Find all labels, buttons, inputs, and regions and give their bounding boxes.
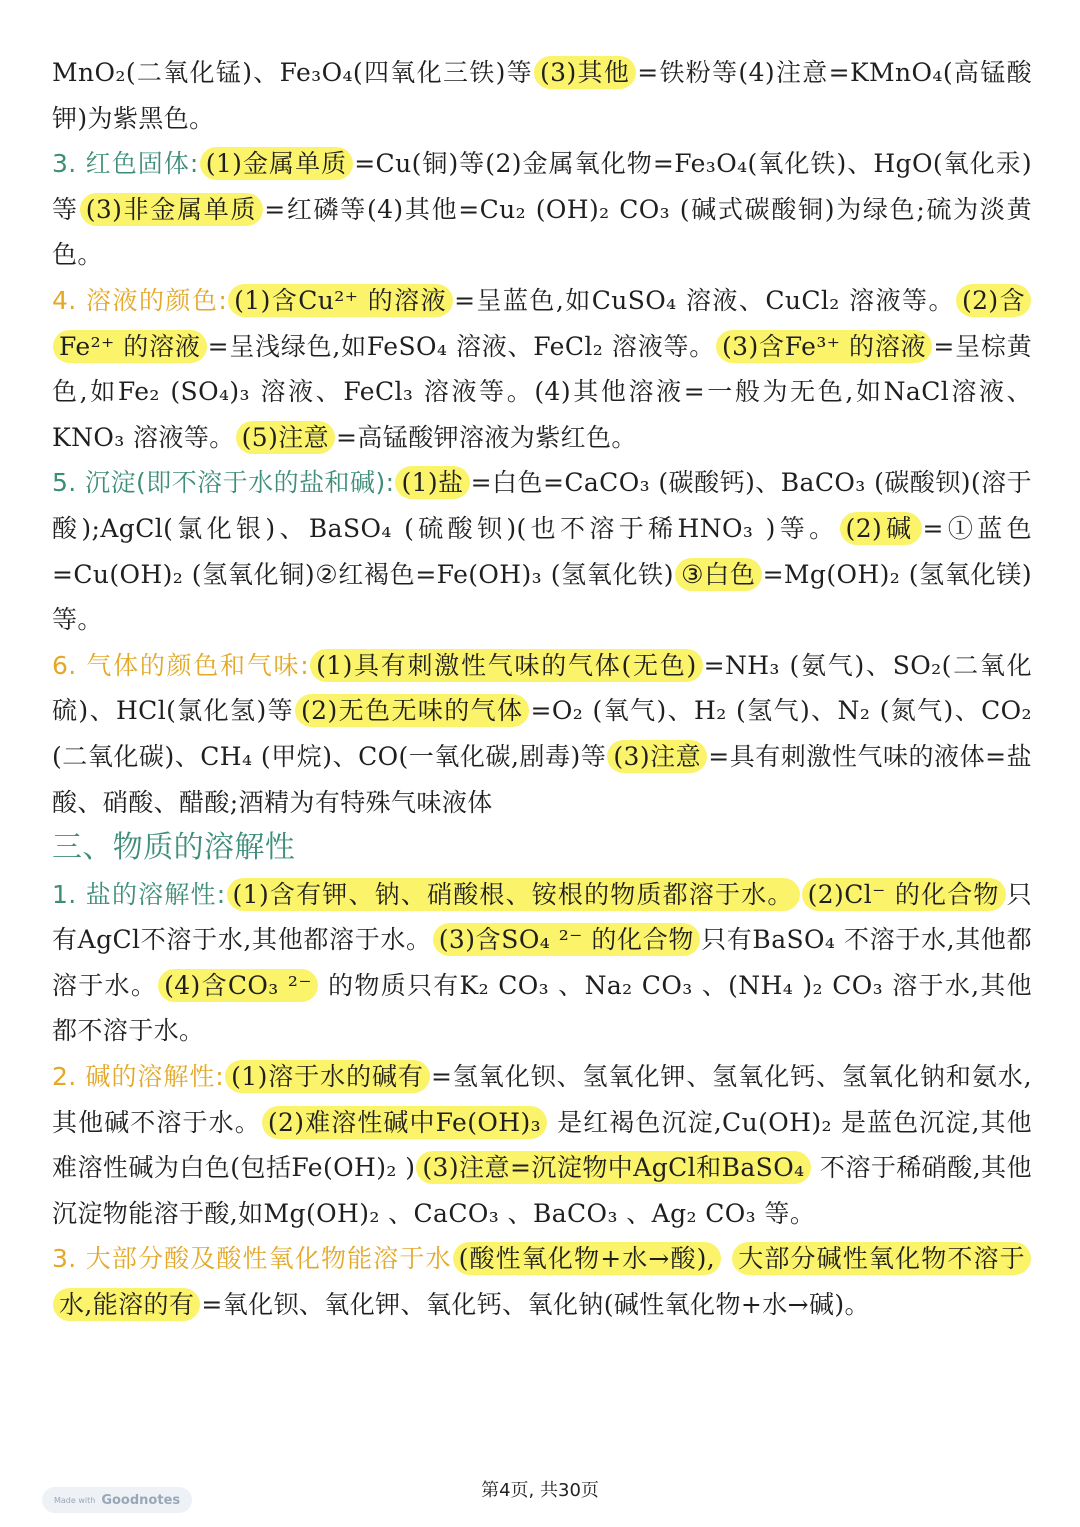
highlighted-text: (1)金属单质 [200, 147, 354, 180]
text-run: MnO₂(二氧化锰)、Fe₃O₄(四氧化三铁)等 [52, 58, 533, 87]
text-run: =NH₃ (氨气)、SO₂(二氧化硫)、HCl(氯化氢)等 [52, 650, 1032, 726]
highlighted-text: (3)含Fe³⁺ 的溶液 [716, 330, 932, 363]
text-run: =氢氧化钡、氢氧化钾、氢氧化钙、氢氧化钠和氨水,其他碱不溶于水。 [52, 1062, 1033, 1137]
section-heading-solubility [52, 825, 1032, 872]
text-run: =红磷等(4)其他=Cu₂ (OH)₂ CO₃ (碱式碳酸铜)为绿色;硫为淡黄色。 [52, 194, 1032, 270]
text-run: =白色=CaCO₃ (碳酸钙)、BaCO₃ (碳酸钡)(溶于酸);AgCl(氯化银)、BaSO₄ (硫酸钡)(也不溶于稀HNO₃ )等。 [52, 468, 1032, 543]
text-run [722, 1244, 731, 1273]
text-run: =①蓝色=Cu(OH)₂ (氢氧化铜)②红褐色=Fe(OH)₃ (氢氧化铁) [52, 513, 1032, 589]
highlighted-text: ③白色 [675, 558, 762, 591]
text-run: 只有AgCl不溶于水,其他都溶于水。 [52, 879, 1032, 955]
text-run: =Cu(铜)等(2)金属氧化物=Fe₃O₄(氧化铁)、HgO(氧化汞)等 [52, 149, 1032, 224]
text-run: 只有BaSO₄ 不溶于水,其他都溶于水。 [52, 925, 1033, 1000]
highlighted-text: (2)碱 [840, 512, 922, 545]
highlighted-text: (1)溶于水的碱有 [225, 1060, 430, 1093]
highlighted-text: (3)其他 [534, 56, 636, 89]
text-run: =呈浅绿色,如FeSO₄ 溶液、FeCl₂ 溶液等。 [207, 331, 715, 361]
highlighted-text: (酸性氧化物+水→酸), [453, 1242, 722, 1275]
paragraph-salt-solubility [52, 872, 1032, 1054]
text-run: =高锰酸钾溶液为紫红色。 [336, 422, 637, 452]
item-heading: 5. 沉淀(即不溶于水的盐和碱): [52, 468, 395, 498]
text-run: 不溶于稀硝酸,其他沉淀物能溶于酸,如Mg(OH)₂ 、CaCO₃ 、BaCO₃ 、Ag₂ CO₃ 等。 [52, 1153, 1033, 1228]
text-run: 是红褐色沉淀,Cu(OH)₂ 是蓝色沉淀,其他难溶性碱为白色(包括Fe(OH)₂ ) [52, 1107, 1033, 1183]
paragraph-precipitates [52, 460, 1032, 642]
highlighted-text: (3)含SO₄ ²⁻ 的化合物 [433, 923, 700, 956]
highlighted-text: (2)难溶性碱中Fe(OH)₃ [262, 1106, 547, 1139]
paragraph-base-solubility [52, 1054, 1032, 1236]
item-heading: 1. 盐的溶解性: [52, 879, 226, 909]
highlighted-text: (2)Cl⁻ 的化合物 [802, 878, 1006, 911]
text-run: =O₂ (氧气)、H₂ (氢气)、N₂ (氮气)、CO₂ (二氧化碳)、CH₄ (甲烷)、CO(一氧化碳,剧毒)等 [52, 696, 1032, 771]
note-content [52, 50, 1032, 1328]
paragraph-solution-colors [52, 278, 1032, 460]
page-number: 第4页, 共30页 [481, 1480, 599, 1501]
text-run: =Mg(OH)₂ (氢氧化镁)等。 [52, 559, 1032, 635]
item-heading: 3. 红色固体: [52, 149, 199, 179]
goodnotes-badge[interactable] [42, 1487, 192, 1513]
text-run: =呈棕黄色,如Fe₂ (SO₄)₃ 溶液、FeCl₃ 溶液等。(4)其他溶液=一般为无色,如NaCl溶液、KNO₃ 溶液等。 [52, 331, 1033, 452]
highlighted-text: (2)含Fe²⁺ 的溶液 [53, 284, 1031, 363]
text-run: =具有刺激性气味的液体=盐酸、硝酸、醋酸;酒精为有特殊气味液体 [52, 741, 1032, 817]
badge-prefix: Made with [54, 1495, 96, 1505]
paragraph-red-solids [52, 141, 1032, 278]
highlighted-text: (3)注意=沉淀物中AgCl和BaSO₄ [416, 1151, 810, 1184]
highlighted-text: (1)含Cu²⁺ 的溶液 [228, 284, 453, 317]
highlighted-text: (1)盐 [395, 466, 469, 499]
text-run: =氧化钡、氧化钾、氧化钙、氧化钠(碱性氧化物+水→碱)。 [201, 1290, 870, 1320]
highlighted-text: (4)含CO₃ ²⁻ [158, 969, 318, 1002]
highlighted-text: (2)无色无味的气体 [295, 694, 529, 727]
highlighted-text: (3)非金属单质 [80, 193, 263, 226]
item-heading: 3. 大部分酸及酸性氧化物能溶于水 [52, 1244, 452, 1274]
highlighted-text: (5)注意 [236, 421, 335, 454]
highlighted-text: (1)具有刺激性气味的气体(无色) [310, 649, 703, 682]
text-run: =铁粉等(4)注意=KMnO₄(高锰酸钾)为紫黑色。 [52, 58, 1032, 133]
paragraph-acid-oxide-solubility [52, 1236, 1032, 1327]
highlighted-text: (3)注意 [607, 740, 707, 773]
item-heading: 4. 溶液的颜色: [52, 285, 228, 315]
item-heading: 2. 碱的溶解性: [52, 1062, 225, 1092]
text-run: 的物质只有K₂ CO₃ 、Na₂ CO₃ 、(NH₄ )₂ CO₃ 溶于水,其他都不溶于水。 [52, 970, 1032, 1046]
text-run: =呈蓝色,如CuSO₄ 溶液、CuCl₂ 溶液等。 [454, 285, 955, 315]
highlighted-text: 大部分碱性氧化物不溶于水,能溶的有 [53, 1242, 1031, 1321]
highlighted-text: (1)含有钾、钠、硝酸根、铵根的物质都溶于水。 [227, 878, 800, 911]
goodnotes-logo-text: Goodnotes [101, 1492, 181, 1508]
item-heading: 6. 气体的颜色和气味: [52, 650, 310, 680]
paragraph-gas-color-odor [52, 643, 1032, 825]
section-title: 三、物质的溶解性 [52, 830, 296, 866]
paragraph-oxides-black [52, 50, 1032, 141]
